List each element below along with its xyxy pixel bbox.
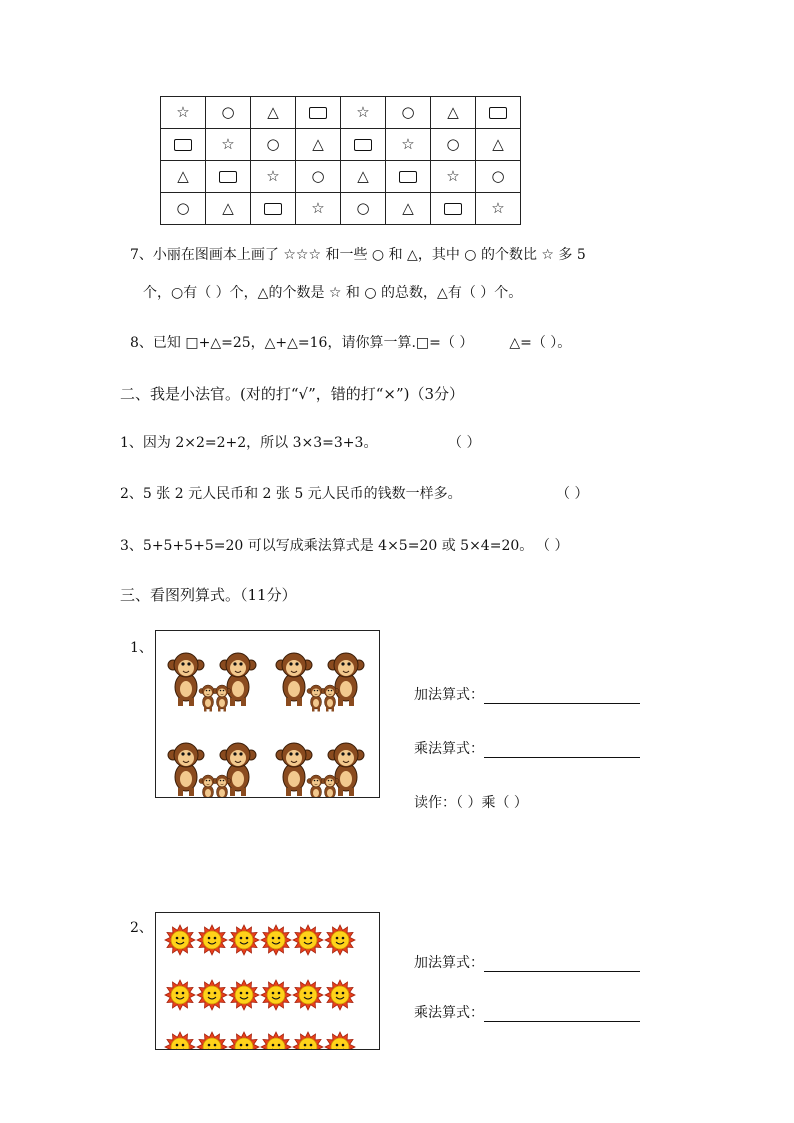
grid-cell	[161, 129, 206, 161]
grid-cell	[431, 97, 476, 129]
baby-monkey-icon	[213, 775, 231, 797]
monkey-icon	[168, 743, 204, 796]
section2-item-1: 1、因为 2×2=2+2，所以 3×3=3+3。	[120, 435, 378, 451]
star-icon: ☆	[328, 285, 342, 301]
baby-monkey-icon	[213, 685, 231, 712]
section3-title: 三、看图列算式。（11分）	[120, 586, 297, 604]
baby-monkey-icon	[199, 775, 217, 797]
sun-icon	[229, 925, 259, 955]
grid-cell	[476, 193, 521, 225]
grid-row	[161, 97, 521, 129]
rectangle-icon	[489, 107, 507, 119]
grid-row	[161, 129, 521, 161]
q3-1-number: 1、	[130, 640, 153, 656]
q7-line1: 7、小丽在图画本上画了 ☆☆☆ 和一些 ○ 和 △，其中 ○ 的个数比 ☆ 多 5	[130, 247, 586, 263]
grid-cell	[251, 193, 296, 225]
grid-cell	[161, 161, 206, 193]
sun-icon	[293, 980, 323, 1010]
q7-triangle-blank[interactable]: 有（ ）个。	[447, 285, 523, 301]
triangle-icon: △	[222, 199, 234, 217]
star-icon: ☆	[541, 247, 554, 263]
q3-1-add-answer-line[interactable]	[484, 689, 640, 704]
grid-cell	[386, 193, 431, 225]
sun-icon	[197, 980, 227, 1010]
sun-icon	[197, 1032, 227, 1049]
circle-icon: ○	[311, 167, 325, 185]
grid-cell	[296, 193, 341, 225]
triangle-icon: △	[447, 103, 459, 121]
sun-icon	[165, 980, 195, 1010]
q8-line: 8、已知 □+△=25，△+△=16，请你算一算.□=（ ） △=（ ）。	[130, 335, 572, 351]
rectangle-icon	[354, 139, 372, 151]
rectangle-icon	[444, 203, 462, 215]
grid-cell	[206, 97, 251, 129]
grid-cell	[386, 161, 431, 193]
circle-icon: ○	[221, 103, 235, 121]
q3-2-add-answer-line[interactable]	[484, 957, 640, 972]
star-icon: ☆	[311, 199, 325, 217]
section2-title: 二、我是小法官。(对的打“√”，错的打“×”)（3分）	[120, 385, 465, 403]
q3-1-read[interactable]: 读作：（ ）乘（ ）	[414, 795, 528, 811]
grid-cell	[206, 193, 251, 225]
section2-item-2: 2、5 张 2 元人民币和 2 张 5 元人民币的钱数一样多。	[120, 486, 462, 502]
sun-icon	[325, 925, 355, 955]
circle-icon: ○	[364, 285, 377, 301]
sun-icon	[325, 1032, 355, 1049]
grid-cell	[476, 161, 521, 193]
rectangle-icon	[174, 139, 192, 151]
star-icon: ☆	[491, 199, 505, 217]
star-icon: ☆	[356, 103, 370, 121]
q7-line2: 个，○有（ ）个，△的个数是 ☆ 和 ○ 的总数，△有（ ）个。	[143, 285, 523, 301]
triangle-icon: △	[509, 335, 521, 351]
grid-cell	[476, 129, 521, 161]
q3-2-mul: 乘法算式：	[414, 1002, 640, 1022]
rectangle-icon	[399, 171, 417, 183]
grid-cell	[161, 193, 206, 225]
q3-2-mul-answer-line[interactable]	[484, 1007, 640, 1022]
grid-cell	[386, 97, 431, 129]
sun-icon	[165, 1032, 195, 1049]
sun-icon	[325, 980, 355, 1010]
grid-row	[161, 161, 521, 193]
q3-2-add: 加法算式：	[414, 952, 640, 972]
grid-cell	[431, 161, 476, 193]
star-icon: ☆	[446, 167, 460, 185]
circle-icon: ○	[266, 135, 280, 153]
section2-item-2-blank[interactable]: （ ）	[556, 486, 589, 502]
shape-grid	[160, 96, 521, 225]
monkey-icon	[168, 653, 204, 706]
q3-1-mul-answer-line[interactable]	[484, 743, 640, 758]
q8-square-blank[interactable]: =（ ）	[429, 335, 474, 351]
baby-monkey-icon	[321, 775, 339, 797]
sun-icon	[293, 925, 323, 955]
sun-icon	[197, 925, 227, 955]
grid-cell	[431, 193, 476, 225]
triangle-icon: △	[257, 285, 269, 301]
grid-cell	[206, 161, 251, 193]
grid-cell	[296, 161, 341, 193]
rectangle-icon	[264, 203, 282, 215]
triangle-icon: △	[312, 135, 324, 153]
q3-2-number: 2、	[130, 920, 153, 936]
sun-icon	[229, 980, 259, 1010]
sun-icon	[261, 980, 291, 1010]
section2-item-3: 3、5+5+5+5=20 可以写成乘法算式是 4×5=20 或 5×4=20。	[120, 538, 534, 554]
section2-item-1-blank[interactable]: （ ）	[448, 435, 481, 451]
triangle-icon: △	[267, 103, 279, 121]
section2-item-3-blank[interactable]: （ ）	[536, 538, 569, 554]
q3-1-add: 加法算式：	[414, 684, 640, 704]
q8-triangle-blank[interactable]: =（ ）。	[520, 335, 572, 351]
grid-cell	[251, 161, 296, 193]
star-icon: ☆	[266, 167, 280, 185]
triangle-icon: △	[402, 199, 414, 217]
circle-icon: ○	[464, 247, 477, 263]
q3-1-mul: 乘法算式：	[414, 738, 640, 758]
monkey-icon	[276, 743, 312, 796]
star-icon: ☆	[221, 135, 235, 153]
grid-cell	[296, 129, 341, 161]
circle-icon: ○	[491, 167, 505, 185]
triangle-icon: △	[437, 285, 448, 301]
baby-monkey-icon	[321, 685, 339, 712]
sun-icon	[261, 925, 291, 955]
rectangle-icon	[219, 171, 237, 183]
monkey-icon	[276, 653, 312, 706]
sun-icon	[261, 1032, 291, 1049]
sun-icon	[293, 1032, 323, 1049]
star-icon: ☆	[176, 103, 190, 121]
circle-icon: ○	[446, 135, 460, 153]
circle-icon: ○	[356, 199, 370, 217]
sun-icon	[165, 925, 195, 955]
grid-cell	[206, 129, 251, 161]
grid-row	[161, 193, 521, 225]
q7-circle-blank[interactable]: 有（ ）个，	[183, 285, 258, 301]
triangle-icon: △	[492, 135, 504, 153]
grid-cell	[431, 129, 476, 161]
star-icon: ☆	[401, 135, 415, 153]
grid-cell	[251, 129, 296, 161]
sun-icon	[229, 1032, 259, 1049]
suns-picture	[155, 912, 380, 1050]
grid-cell	[341, 161, 386, 193]
monkeys-picture	[155, 630, 380, 798]
triangle-icon: △	[177, 167, 189, 185]
grid-cell	[161, 97, 206, 129]
rectangle-icon	[309, 107, 327, 119]
grid-cell	[341, 193, 386, 225]
monkey-illustration	[156, 631, 379, 797]
grid-cell	[296, 97, 341, 129]
circle-icon: ○	[176, 199, 190, 217]
grid-cell	[341, 97, 386, 129]
circle-icon: ○	[371, 247, 385, 263]
triangle-icon: △	[407, 247, 418, 263]
grid-cell	[341, 129, 386, 161]
triangle-icon: △	[357, 167, 369, 185]
square-icon: □	[185, 335, 199, 351]
grid-cell	[386, 129, 431, 161]
grid-cell	[476, 97, 521, 129]
grid-cell	[251, 97, 296, 129]
circle-icon: ○	[171, 285, 184, 301]
square-icon: □	[415, 335, 430, 351]
circle-icon: ○	[401, 103, 415, 121]
baby-monkey-icon	[307, 775, 325, 797]
stars-icon: ☆☆☆	[283, 247, 322, 263]
sun-illustration	[156, 913, 379, 1049]
